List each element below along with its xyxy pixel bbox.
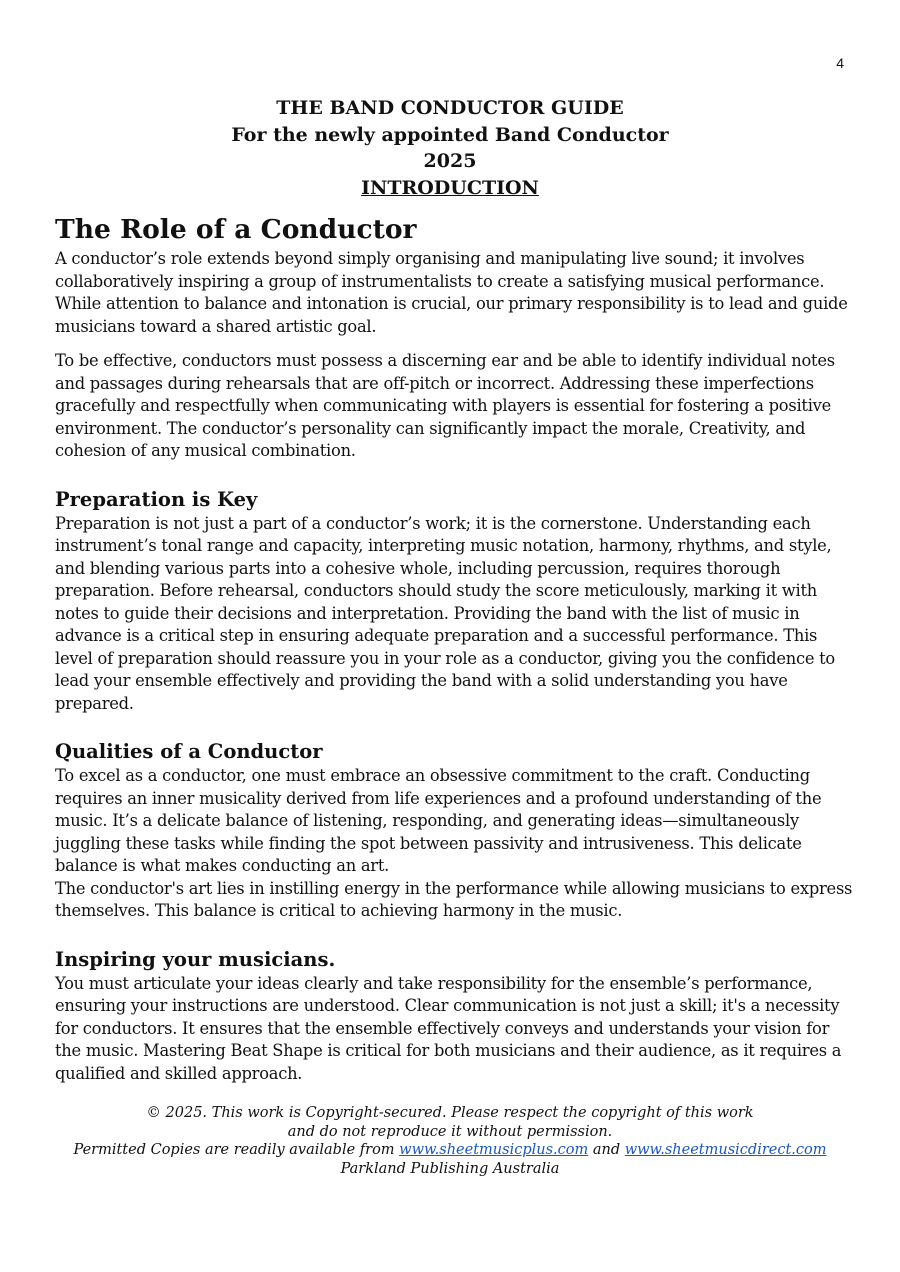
availability-text: Permitted Copies are readily available from xyxy=(73,1142,400,1158)
sheetmusicdirect-link[interactable]: www.sheetmusicdirect.com xyxy=(624,1142,827,1158)
preparation-paragraph: Preparation is not just a part of a conductor’s work; it is the cornerstone. Understanding each instrument’s tonal range and capacity, interpreting music notation, harmony, rhythms, and style, and blending various parts into a cohesive whole, including percussion, requires thorough preparation. Before rehearsal, conductors should study the score meticulously, marking it with notes to guide their decisions and interpretation. Providing the band with the list of music in advance is a critical step in ensuring adequate preparation and a successful performance. This level of preparation should reassure you in your role as a conductor, giving you the confidence to lead your ensemble effectively and providing the band with a solid understanding you have prepared. xyxy=(55,513,835,713)
qualities-heading: Qualities of a Conductor xyxy=(55,740,323,763)
role-paragraph-2: To be effective, conductors must possess a discerning ear and be able to identify individual notes and passages during rehearsals that are off-pitch or incorrect. Addressing these imperfections gracefully and respectfully when communicating with players is essential for fostering a positive environment. The conductor’s personality can significantly impact the morale, Creativity, and cohesion of any musical combination. xyxy=(55,351,835,460)
copyright-line-2: and do not reproduce it without permission. xyxy=(287,1123,613,1140)
qualities-paragraph-2: The conductor's art lies in instilling energy in the performance while allowing musicians to express themselves. This balance is critical to achieving harmony in the music. xyxy=(55,878,853,920)
publisher-name: Parkland Publishing Australia xyxy=(340,1160,560,1177)
document-subtitle: For the newly appointed Band Conductor xyxy=(231,123,669,146)
copyright-line-3 xyxy=(0,1141,900,1160)
main-heading: The Role of a Conductor xyxy=(55,214,417,245)
role-paragraph-1: A conductor’s role extends beyond simply organising and manipulating live sound; it involves collaboratively inspiring a group of instrumentalists to create a satisfying musical performance. While attention to balance and intonation is crucial, our primary responsibility is to lead and guide musicians toward a shared artistic goal. xyxy=(55,249,848,336)
preparation-heading: Preparation is Key xyxy=(55,487,258,511)
inspiring-paragraph: You must articulate your ideas clearly and take responsibility for the ensemble’s performance, ensuring your instructions are understood. Clear communication is not just a skill; it's a necessity for conductors. It ensures that the ensemble effectively conveys and understands your vision for the music. Mastering Beat Shape is critical for both musicians and their audience, as it requires a qualified and skilled approach. xyxy=(55,973,842,1083)
copyright-footer xyxy=(0,1104,900,1178)
document-year: 2025 xyxy=(423,150,477,172)
document-body xyxy=(55,212,855,1085)
page-number: 4 xyxy=(836,55,844,71)
document-header xyxy=(0,95,900,201)
inspiring-heading: Inspiring your musicians. xyxy=(55,947,336,971)
conjunction-text: and xyxy=(588,1142,625,1158)
copyright-line-1: © 2025. This work is Copyright-secured. Please respect the copyright of this work xyxy=(146,1105,754,1121)
sheetmusicplus-link[interactable]: www.sheetmusicplus.com xyxy=(399,1142,589,1158)
document-title: THE BAND CONDUCTOR GUIDE xyxy=(276,97,624,119)
section-label: INTRODUCTION xyxy=(361,176,539,199)
qualities-paragraph-1: To excel as a conductor, one must embrace an obsessive commitment to the craft. Conducting requires an inner musicality derived from life experiences and a profound understanding of the music. It’s a delicate balance of listening, responding, and generating ideas—simultaneously juggling these tasks while finding the spot between passivity and intrusiveness. This delicate balance is what makes conducting an art. xyxy=(55,766,822,875)
